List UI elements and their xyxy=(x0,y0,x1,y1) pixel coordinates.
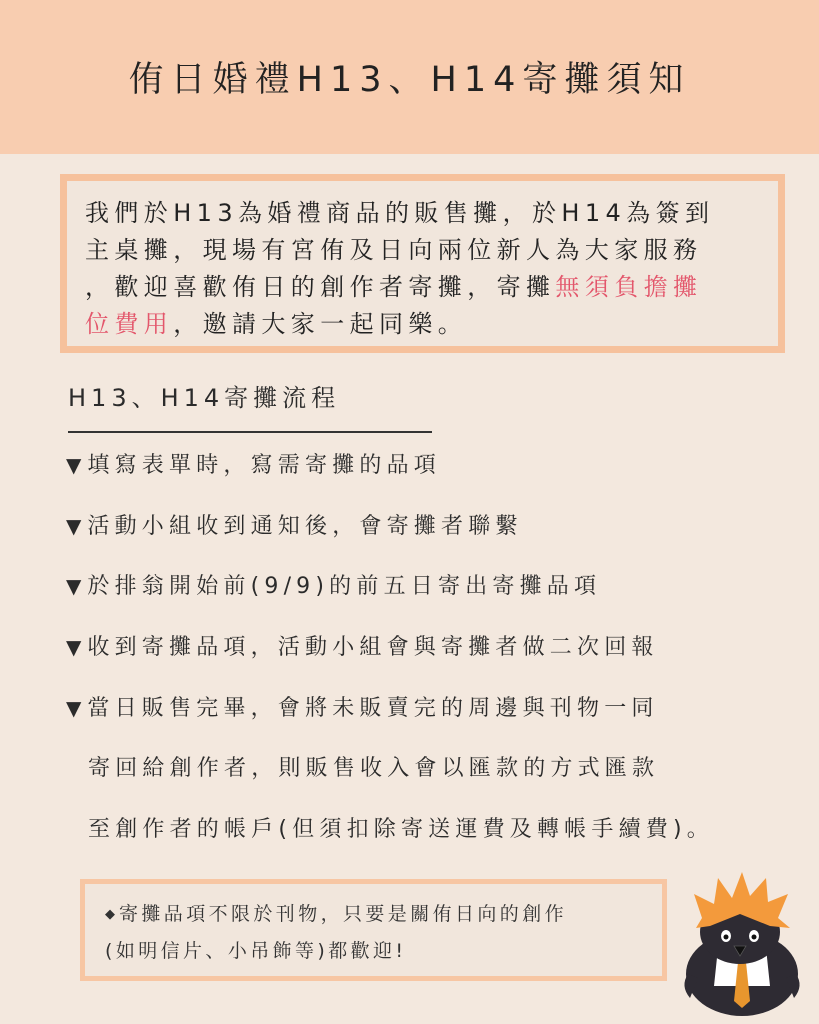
step-5 xyxy=(66,693,659,724)
free-fee-highlight: 無須負擔攤 xyxy=(555,273,703,301)
step-text: 於排翁開始前(9/9)的前五日寄出寄攤品項 xyxy=(87,574,602,599)
free-fee-highlight-cont: 位費用 xyxy=(85,310,174,338)
step-5-continuation-2: 至創作者的帳戶(但須扣除寄送運費及轉帳手續費)。 xyxy=(88,817,714,842)
note-line-1 xyxy=(105,896,655,933)
triangle-down-icon: ▼ xyxy=(66,453,82,477)
intro-line-3 xyxy=(85,269,775,306)
note-box xyxy=(80,879,667,981)
step-text: 收到寄攤品項，活動小組會與寄攤者做二次回報 xyxy=(87,635,659,660)
step-3 xyxy=(66,571,601,602)
note-line-2: (如明信片、小吊飾等)都歡迎! xyxy=(105,940,407,962)
intro-line-2: 主桌攤，現場有宮侑及日向兩位新人為大家服務 xyxy=(85,236,703,264)
triangle-down-icon: ▼ xyxy=(66,696,82,720)
step-2 xyxy=(66,511,523,542)
step-1 xyxy=(66,450,441,481)
crow-mascot-icon xyxy=(680,866,806,1016)
note-text xyxy=(105,896,655,969)
header-banner xyxy=(0,0,819,154)
intro-line-1: 我們於H13為婚禮商品的販售攤，於H14為簽到 xyxy=(85,199,715,227)
step-text: 當日販售完畢，會將未販賣完的周邊與刊物一同 xyxy=(87,696,659,721)
triangle-down-icon: ▼ xyxy=(66,635,82,659)
process-title: H13、H14寄攤流程 xyxy=(68,384,341,412)
page-title: 侑日婚禮H13、H14寄攤須知 xyxy=(128,60,691,100)
diamond-bullet-icon: ◆ xyxy=(105,907,115,922)
intro-line-4-text: ，邀請大家一起同樂。 xyxy=(173,310,468,338)
step-4 xyxy=(66,632,659,663)
step-text: 活動小組收到通知後，會寄攤者聯繫 xyxy=(87,514,523,539)
intro-line-4 xyxy=(85,306,775,343)
section-divider xyxy=(68,431,432,433)
step-5-continuation-1: 寄回給創作者，則販售收入會以匯款的方式匯款 xyxy=(88,756,660,781)
intro-box xyxy=(60,174,785,353)
triangle-down-icon: ▼ xyxy=(66,574,82,598)
step-text: 填寫表單時，寫需寄攤的品項 xyxy=(87,453,441,478)
intro-line-3-text: ，歡迎喜歡侑日的創作者寄攤，寄攤 xyxy=(85,273,556,301)
note-line-1-text: 寄攤品項不限於刊物，只要是關侑日向的創作 xyxy=(119,903,568,925)
intro-text xyxy=(85,195,775,343)
triangle-down-icon: ▼ xyxy=(66,514,82,538)
